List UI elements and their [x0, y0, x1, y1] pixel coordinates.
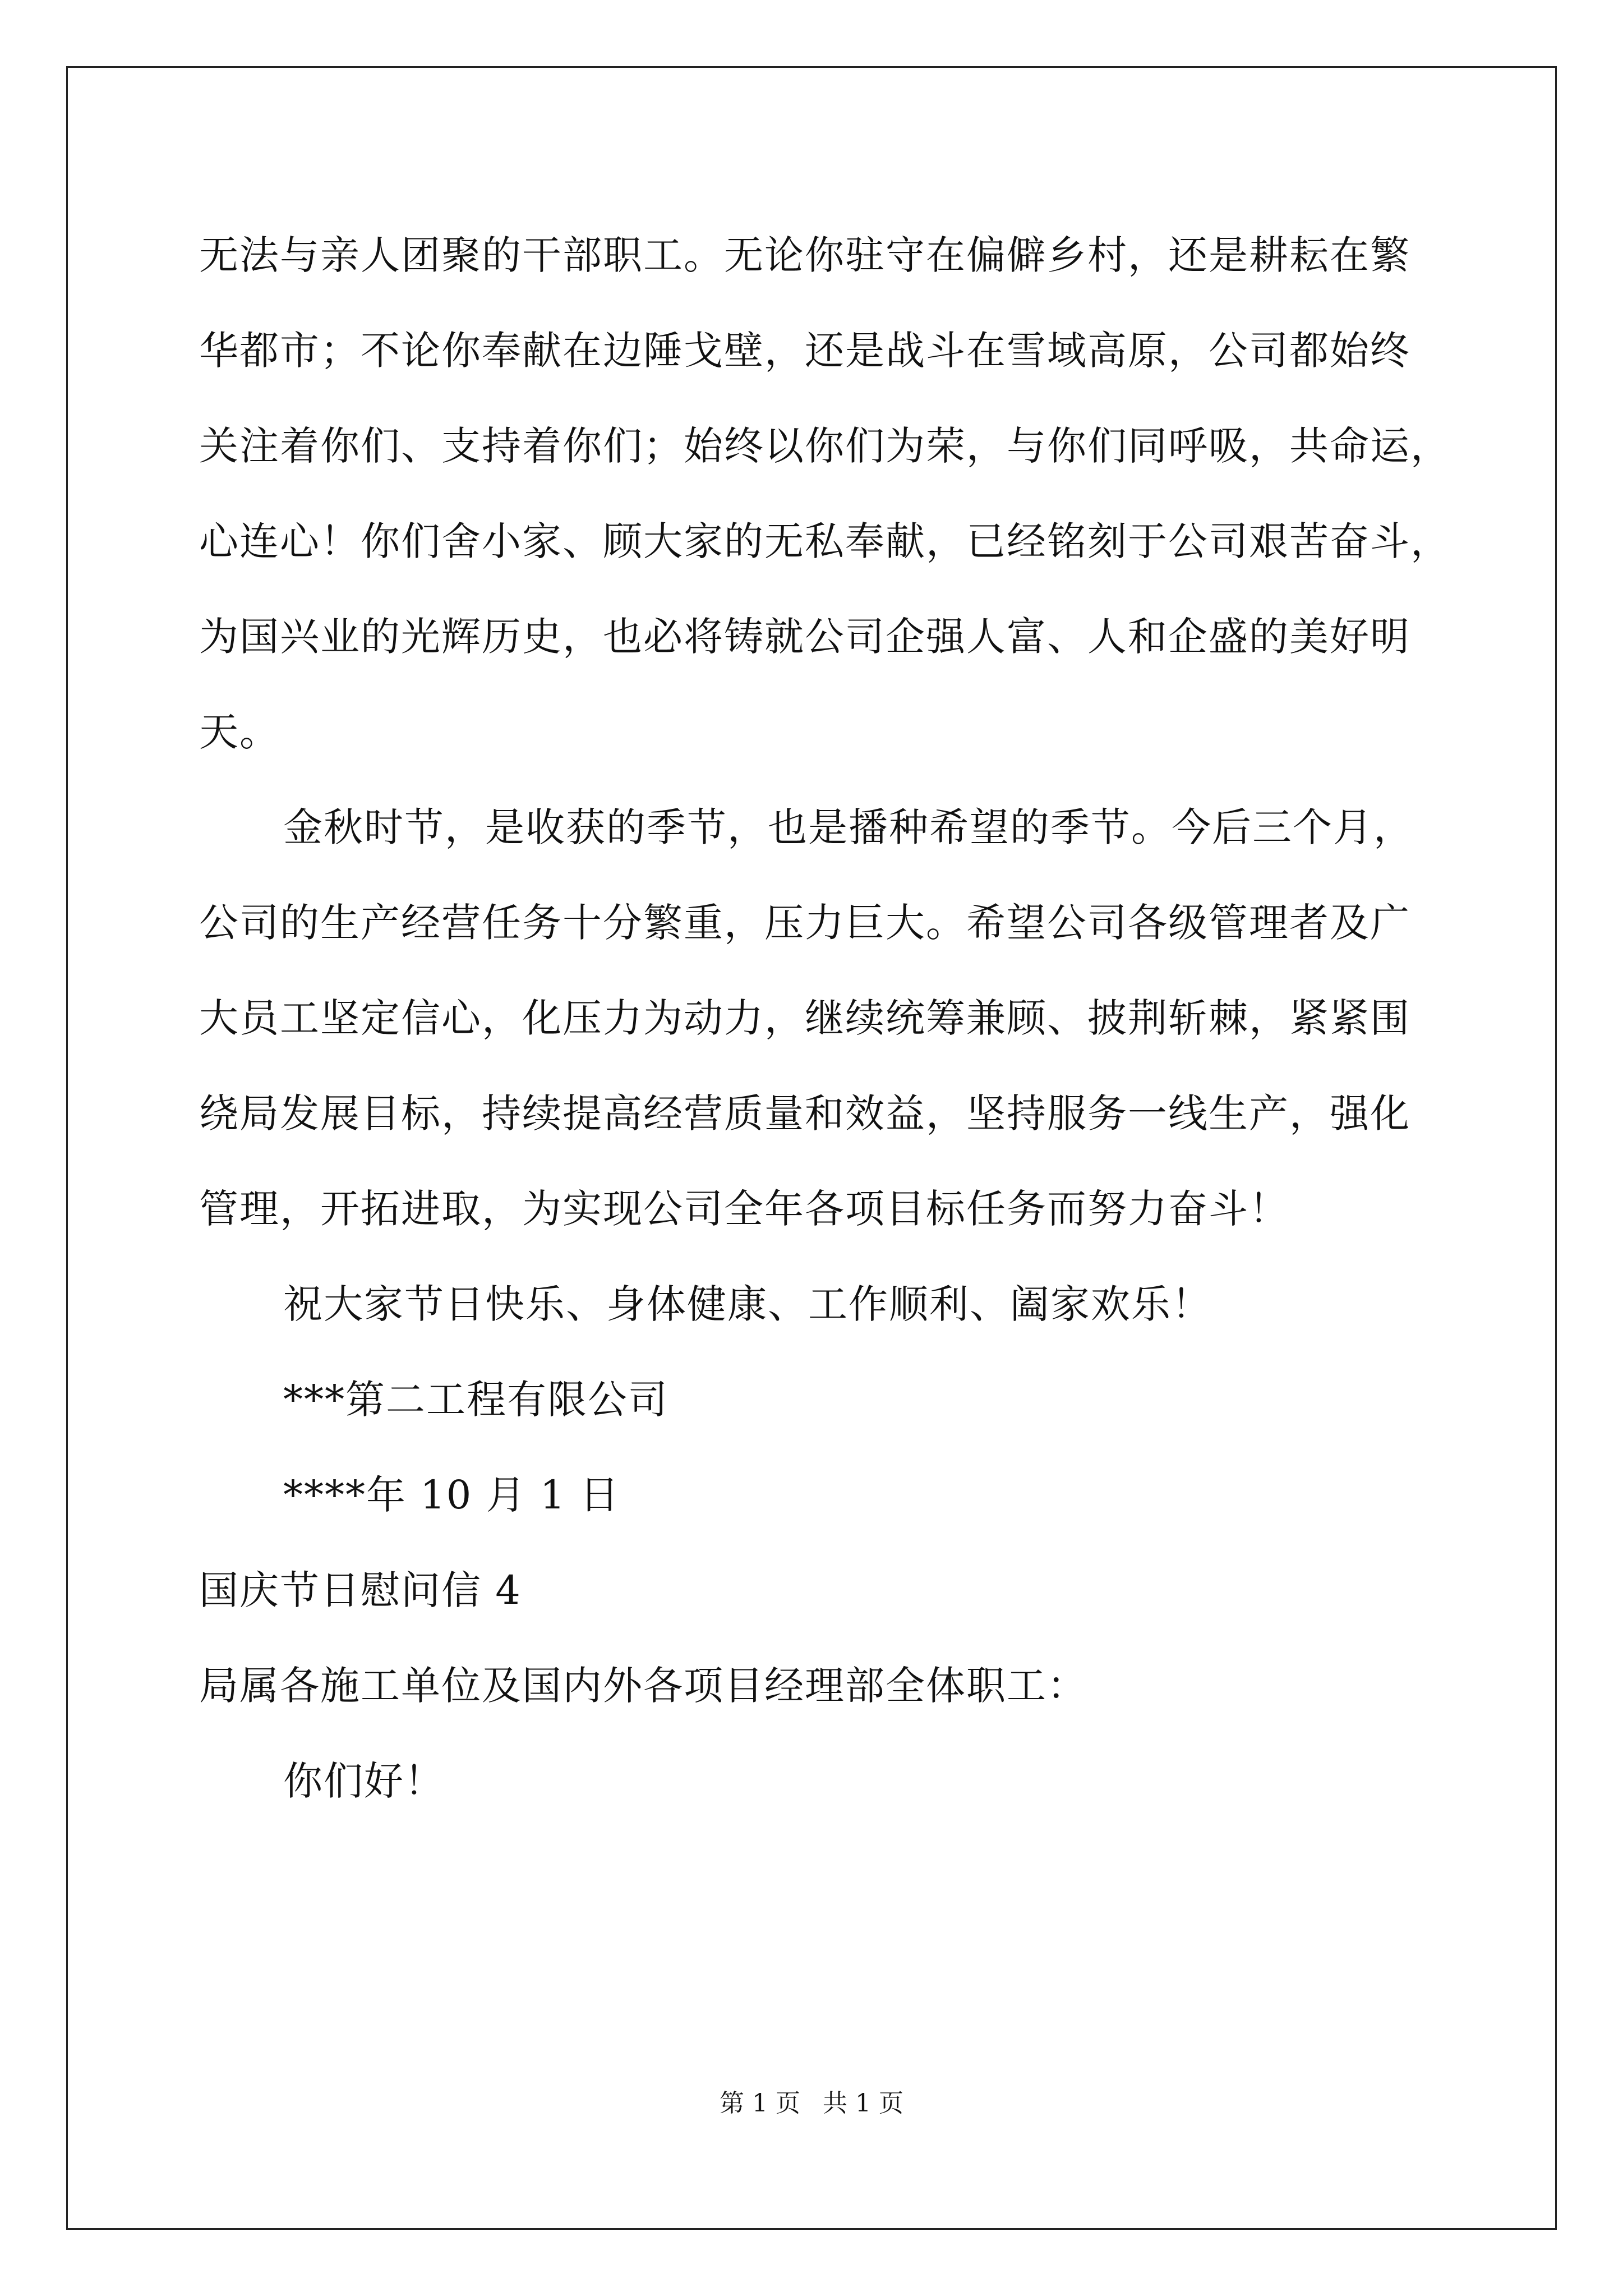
text-line: 心连心！你们舍小家、顾大家的无私奉献，已经铭刻于公司艰苦奋斗， — [199, 518, 1451, 564]
letter-title: 国庆节日慰问信 4 — [199, 1567, 522, 1613]
text-line: 为国兴业的光辉历史，也必将铸就公司企强人富、人和企盛的美好明 — [199, 614, 1410, 660]
page-total: 共 1 页 — [823, 2089, 903, 2118]
signature-date: ****年 10 月 1 日 — [283, 1472, 620, 1518]
page-number: 第 1 页 — [720, 2089, 800, 2118]
text-line: 公司的生产经营任务十分繁重，压力巨大。希望公司各级管理者及广 — [199, 900, 1410, 946]
text-line: 无法与亲人团聚的干部职工。无论你驻守在偏僻乡村，还是耕耘在繁 — [199, 232, 1410, 278]
letter-opening: 你们好！ — [283, 1758, 445, 1804]
text-line: 绕局发展目标，持续提高经营质量和效益，坚持服务一线生产，强化 — [199, 1091, 1410, 1137]
document-body — [199, 208, 1451, 1829]
greeting-wishes: 祝大家节日快乐、身体健康、工作顺利、阖家欢乐！ — [283, 1281, 1212, 1327]
text-line: 天。 — [199, 709, 280, 755]
text-line: 管理，开拓进取，为实现公司全年各项目标任务而努力奋斗！ — [199, 1186, 1289, 1232]
signature-company: ***第二工程有限公司 — [283, 1377, 668, 1423]
paragraph-first-line: 金秋时节，是收获的季节，也是播种希望的季节。今后三个月， — [283, 804, 1414, 850]
text-line: 大员工坚定信心，化压力为动力，继续统筹兼顾、披荆斩棘，紧紧围 — [199, 995, 1410, 1041]
letter-salutation: 局属各施工单位及国内外各项目经理部全体职工： — [199, 1663, 1087, 1709]
text-line: 华都市；不论你奉献在边陲戈壁，还是战斗在雪域高原，公司都始终 — [199, 328, 1410, 374]
text-line: 关注着你们、支持着你们；始终以你们为荣，与你们同呼吸，共命运， — [199, 423, 1451, 469]
page-footer — [0, 2087, 1623, 2120]
